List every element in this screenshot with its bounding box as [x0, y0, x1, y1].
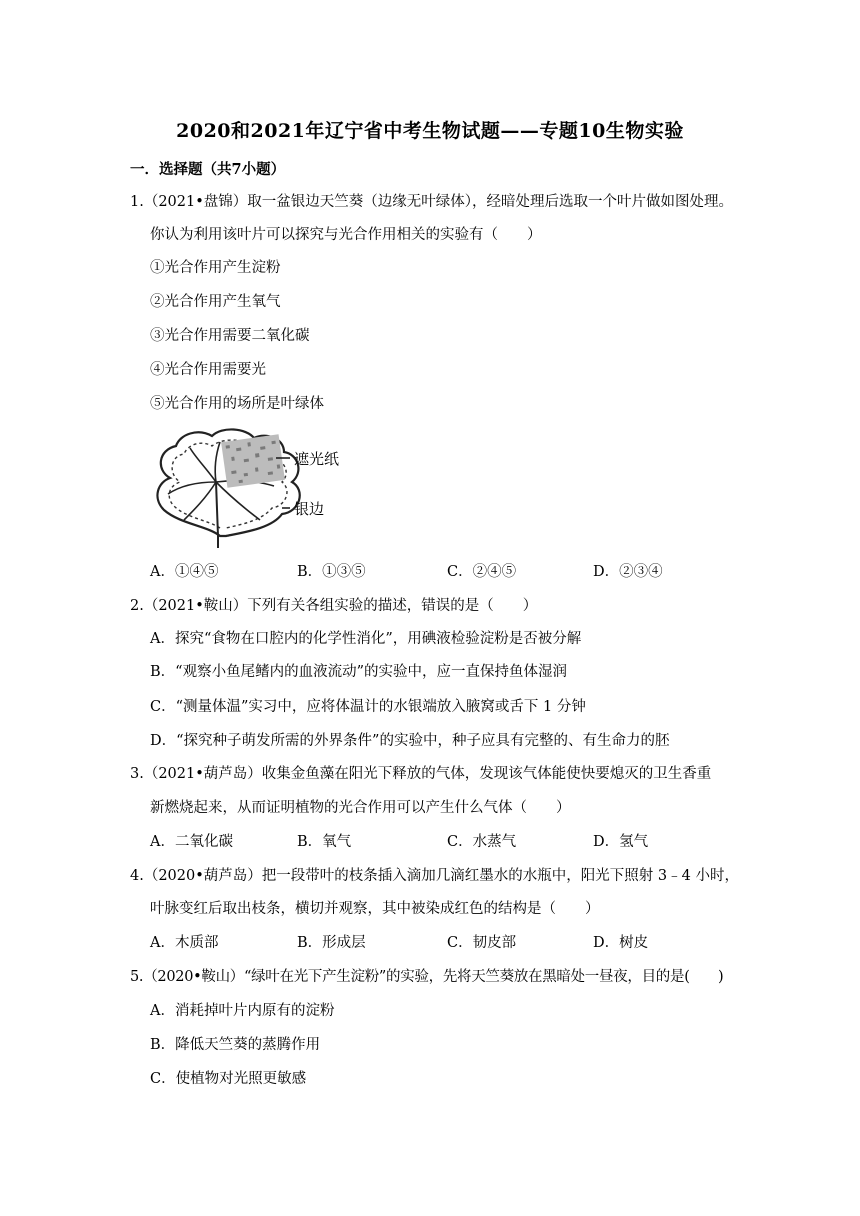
question-4-option-c: C．韧皮部: [447, 935, 517, 951]
question-1-option-a: A．①④⑤: [150, 564, 219, 580]
shading-paper-label: 遮光纸: [294, 450, 340, 468]
question-1-item-4: ④光合作用需要光: [150, 362, 266, 378]
question-1-text-cont: 你认为利用该叶片可以探究与光合作用相关的实验有（ ）: [150, 227, 542, 243]
question-4-text: 4.（2020•葫芦岛）把一段带叶的枝条插入滴加几滴红墨水的水瓶中，阳光下照射 3﹣4 小时，: [130, 868, 739, 884]
leaf-vein: [216, 482, 260, 520]
question-2-text: 2.（2021•鞍山）下列有关各组实验的描述，错误的是（ ）: [130, 598, 538, 614]
leaf-vein: [215, 442, 220, 482]
question-2-option-a: A．探究“食物在口腔内的化学性消化”，用碘液检验淀粉是否被分解: [150, 631, 582, 647]
question-5-option-a: A．消耗掉叶片内原有的淀粉: [150, 1003, 335, 1019]
question-1-option-d: D．②③④: [593, 564, 663, 580]
question-5-option-b: B．降低天竺葵的蒸腾作用: [150, 1037, 321, 1053]
question-3-text: 3.（2021•葫芦岛）收集金鱼藻在阳光下释放的气体，发现该气体能使快要熄灭的卫生香重: [130, 766, 712, 782]
question-1-option-c: C．②④⑤: [447, 564, 517, 580]
question-4-option-b: B．形成层: [297, 935, 366, 951]
question-1-text: 1.（2021•盘锦）取一盆银边天竺葵（边缘无叶绿体），经暗处理后选取一个叶片做如图处理。: [130, 194, 734, 210]
leaf-figure: [150, 424, 360, 548]
question-1-item-2: ②光合作用产生氧气: [150, 294, 281, 310]
question-1-item-1: ①光合作用产生淀粉: [150, 260, 281, 276]
silver-edge-label: 银边: [294, 500, 325, 518]
leaf-vein: [190, 448, 216, 482]
leaf-midrib: [216, 482, 218, 548]
question-2-option-c: C．“测量体温”实习中，应将体温计的水银端放入腋窝或舌下 1 分钟: [150, 699, 586, 715]
question-3-text-cont: 新燃烧起来，从而证明植物的光合作用可以产生什么气体（ ）: [150, 800, 571, 816]
leaf-drawing: [150, 424, 360, 548]
question-1-item-5: ⑤光合作用的场所是叶绿体: [150, 396, 324, 412]
question-4-text-cont: 叶脉变红后取出枝条，横切并观察，其中被染成红色的结构是（ ）: [150, 901, 600, 917]
question-1-item-3: ③光合作用需要二氧化碳: [150, 328, 310, 344]
question-3-option-c: C．水蒸气: [447, 834, 517, 850]
question-5-option-c: C．使植物对光照更敏感: [150, 1071, 307, 1087]
leaf-vein: [184, 482, 216, 520]
question-4-option-a: A．木质部: [150, 935, 219, 951]
question-3-option-b: B．氧气: [297, 834, 352, 850]
question-1-option-b: B．①③⑤: [297, 564, 366, 580]
question-5-text: 5.（2020•鞍山）“绿叶在光下产生淀粉”的实验，先将天竺葵放在黑暗处一昼夜，目的是( ): [130, 969, 724, 985]
question-4-option-d: D．树皮: [593, 935, 649, 951]
question-2-option-b: B．“观察小鱼尾鳍内的血液流动”的实验中，应一直保持鱼体湿润: [150, 664, 567, 680]
document-title: 2020和2021年辽宁省中考生物试题——专题10生物实验: [176, 120, 684, 142]
question-2-option-d: D．“探究种子萌发所需的外界条件”的实验中，种子应具有完整的、有生命力的胚: [150, 733, 670, 749]
question-3-option-a: A．二氧化碳: [150, 834, 233, 850]
question-3-option-d: D．氢气: [593, 834, 649, 850]
section-heading: 一．选择题（共7小题）: [130, 161, 286, 178]
